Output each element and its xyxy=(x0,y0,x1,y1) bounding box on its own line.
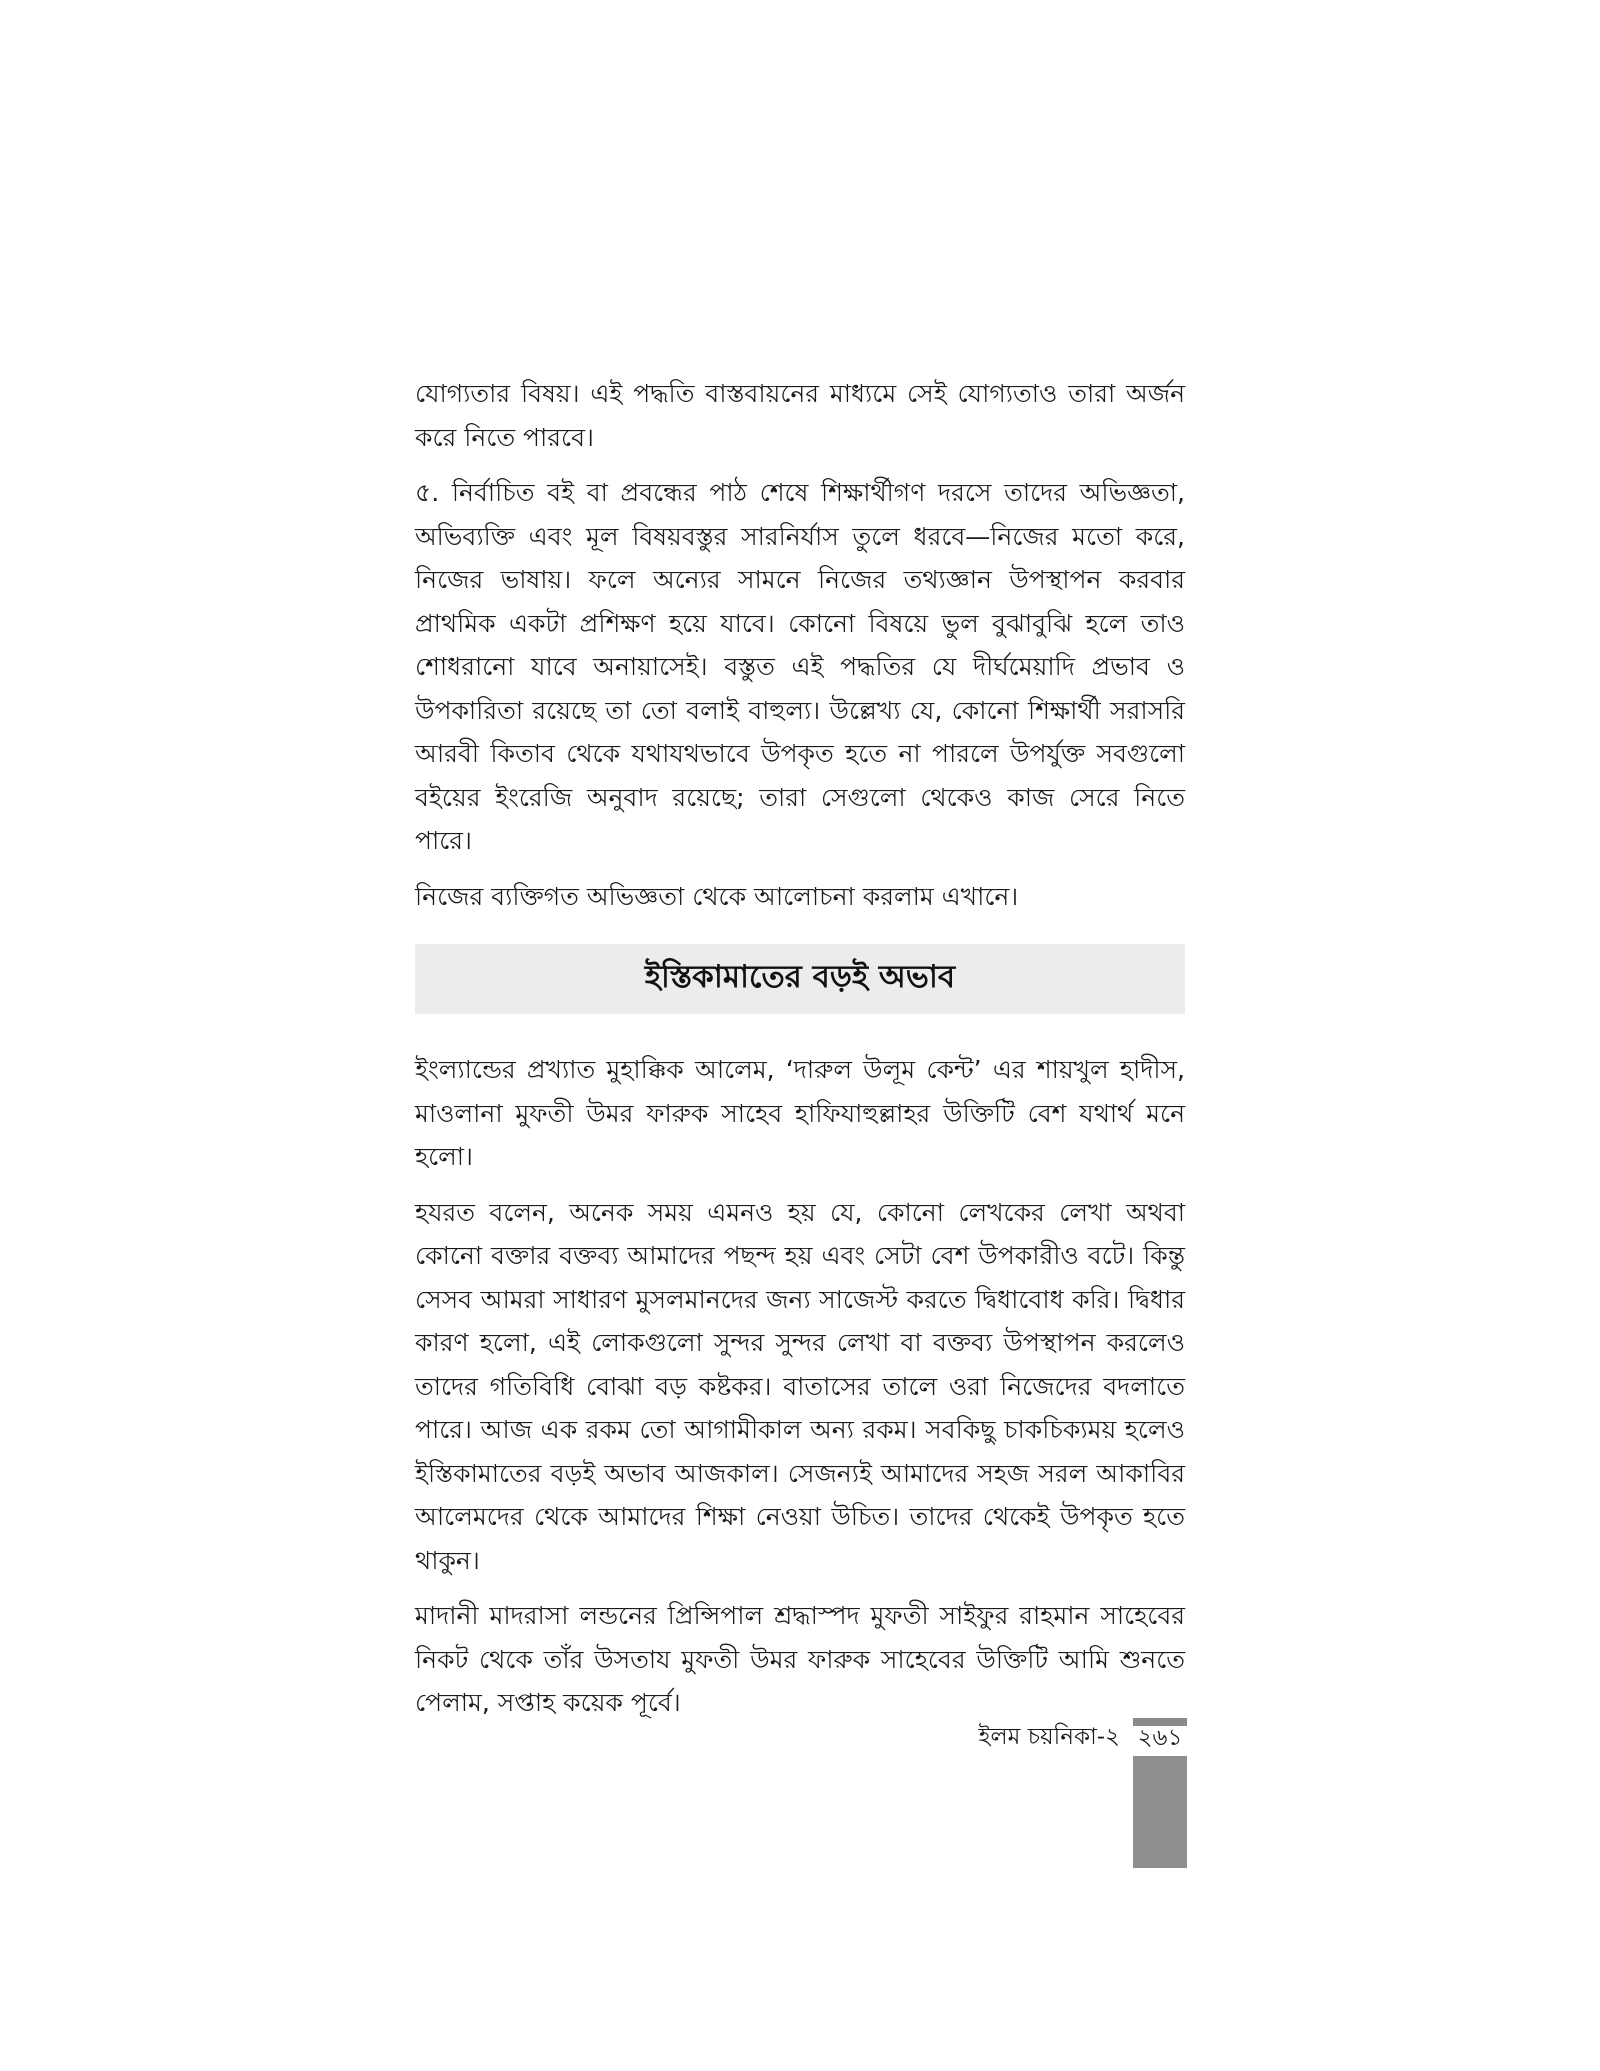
page-number: ২৬১ xyxy=(1137,1725,1183,1751)
paragraph-quote-intro: ইংল্যান্ডের প্রখ্যাত মুহাক্কিক আলেম, ‘দারুল উলূম কেন্ট’ এর শায়খুল হাদীস, মাওলানা মুফতী উমর ফারুক সাহেব হাফিযাহুল্লাহর উক্তিটি বেশ যথার্থ মনে হলো। xyxy=(415,1055,1185,1171)
section-heading: ইস্তিকামাতের বড়ই অভাব xyxy=(415,944,1185,1014)
paragraph-point-5: ৫. নির্বাচিত বই বা প্রবন্ধের পাঠ শেষে শিক্ষার্থীগণ দরসে তাদের অভিজ্ঞতা, অভিব্যক্তি এবং মূল বিষয়বস্তুর সারনির্যাস তুলে ধরবে—নিজের মতো করে, নিজের ভাষায়। ফলে অন্যের সামনে নিজের তথ্যজ্ঞান উপস্থাপন করবার প্রাথমিক একটা প্রশিক্ষণ হয়ে যাবে। কোনো বিষয়ে ভুল বুঝাবুঝি হলে তাও শোধরানো যাবে অনায়াসেই। বস্তুত এই পদ্ধতির যে দীর্ঘমেয়াদি প্রভাব ও উপকারিতা রয়েছে তা তো বলাই বাহুল্য। উল্লেখ্য যে, কোনো শিক্ষার্থী সরাসরি আরবী কিতাব থেকে যথাযথভাবে উপকৃত হতে না পারলে উপর্যুক্ত সবগুলো বইয়ের ইংরেজি অনুবাদ রয়েছে; তারা সেগুলো থেকেও কাজ সেরে নিতে পারে। xyxy=(415,478,1185,855)
paragraph-continuation: যোগ্যতার বিষয়। এই পদ্ধতি বাস্তবায়নের মাধ্যমে সেই যোগ্যতাও তারা অর্জন করে নিতে পারবে। xyxy=(415,379,1185,452)
page-body xyxy=(415,372,1185,1737)
footer-book-title: ইলম চয়নিকা-২ xyxy=(978,1724,1120,1750)
paragraph-quote-body: হযরত বলেন, অনেক সময় এমনও হয় যে, কোনো লেখকের লেখা অথবা কোনো বক্তার বক্তব্য আমাদের পছন্দ হয় এবং সেটা বেশ উপকারীও বটে। কিন্তু সেসব আমরা সাধারণ মুসলমানদের জন্য সাজেস্ট করতে দ্বিধাবোধ করি। দ্বিধার কারণ হলো, এই লোকগুলো সুন্দর সুন্দর লেখা বা বক্তব্য উপস্থাপন করলেও তাদের গতিবিধি বোঝা বড় কষ্টকর। বাতাসের তালে ওরা নিজেদের বদলাতে পারে। আজ এক রকম তো আগামীকাল অন্য রকম। সবকিছু চাকচিক্যময় হলেও ইস্তিকামাতের বড়ই অভাব আজকাল। সেজন্যই আমাদের সহজ সরল আকাবির আলেমদের থেকে আমাদের শিক্ষা নেওয়া উচিত। তাদের থেকেই উপকৃত হতে থাকুন। xyxy=(415,1197,1185,1575)
paragraph-personal-note: নিজের ব্যক্তিগত অভিজ্ঞতা থেকে আলোচনা করলাম এখানে। xyxy=(415,881,1019,911)
page-tab-bar xyxy=(1133,1756,1187,1868)
paragraph-source: মাদানী মাদরাসা লন্ডনের প্রিন্সিপাল শ্রদ্ধাস্পদ মুফতী সাইফুর রাহমান সাহেবের নিকট থেকে তাঁর উসতায মুফতী উমর ফারুক সাহেবের উক্তিটি আমি শুনতে পেলাম, সপ্তাহ কয়েক পূর্বে। xyxy=(415,1601,1185,1717)
